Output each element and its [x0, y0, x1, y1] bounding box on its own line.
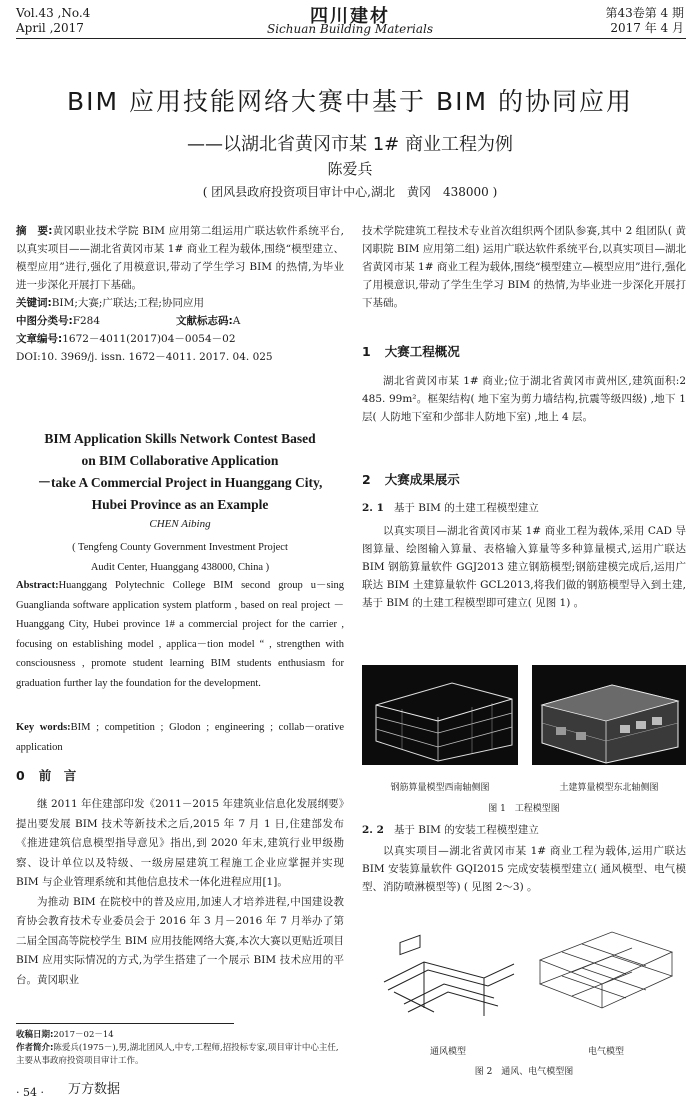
civil-model-drawing: [532, 665, 686, 765]
intro-paragraph-1: 继 2011 年住建部印发《2011－2015 年建筑业信息化发展纲要》提出要发展 BIM 技术等新技术之后,2015 年 7 月 1 日,住建部发布《推进建筑信息模型指导意见》指出,到 2020 年末,建筑行业甲级勘察、设计单位以及特级、一级房屋建筑工程施工企业应掌握并实现 BIM 与企业管理系统和其他信息技术一体化进程应用[1]。: [16, 798, 344, 888]
title-en: BIM Application Skills Network Contest Based on BIM Collaborative Application －take A Commercial Project in Huanggang City, Hubei Province as an Example: [37, 431, 323, 512]
paper-subtitle: ——以湖北省黄冈市某 1# 商业工程为例: [187, 134, 513, 155]
header-rule: [16, 38, 686, 39]
classification-line: 中图分类号:F284 文献标志码:A: [16, 315, 241, 327]
section-2-2-body: 以真实项目—湖北省黄冈市某 1# 商业工程为载体,运用广联达 BIM 安装算量软件 GQI2015 完成安装模型建立( 通风模型、电气模型、消防喷淋模型等) ( 见图 2～3) 。: [362, 845, 686, 893]
footnote: 收稿日期:2017－02－14 作者简介:陈爱兵(1975－),男,湖北团风人,中专,工程师,招投标专家,项目审计中心主任,主要从事政府投资项目审计工作。: [16, 1030, 339, 1066]
figure-1-right-label: 土建算量模型东北轴侧图: [559, 783, 659, 793]
intro-paragraph-2: 为推动 BIM 在院校中的普及应用,加速人才培养进程,中国建设教育协会教育技术专业委员会于 2016 年 3 月－2016 年 7 月举办了第二届全国高等院校学生 BIM 应用技能网络大赛,本次大赛以更贴近项目 BIM 应用实际情况的方式,为学生搭建了一个展示 BIM 技术应用的平台。黄冈职业: [16, 895, 344, 986]
affiliation: ( 团风县政府投资项目审计中心,湖北 黄冈 438000 ): [202, 185, 498, 199]
watermark: 万方数据: [68, 1082, 121, 1097]
intro: [16, 795, 344, 990]
right-col-top: [362, 222, 686, 312]
abstract-en: Abstract:Huanggang Polytechnic College BIM second group u－sing Guanglianda software application system platform , based on real project － Huanggang City, Hubei province 1# a commercial project for the carrier , focusing on establishing model , applica－tion model “ , strengthen with consciousness , promote student learning BIM students enthusiasm for graduation further lay the foundation for the development.: [16, 580, 344, 689]
figure-1-left-label: 钢筋算量模型西南轴侧图: [390, 783, 490, 793]
figure-2-left-image: [374, 912, 522, 1028]
issue-date: April ,2017: [16, 21, 84, 35]
abstract-cn: 摘 要:黄冈职业技术学院 BIM 应用第二组运用广联达软件系统平台,以真实项目——湖北省黄冈市某 1# 商业工程为载体,围绕“模型建立、模型应用”进行,强化了用模意识,带动了学生学习 BIM 的热情,为毕业进一步深化开展打下基础。: [16, 225, 344, 291]
electrical-model-drawing: [532, 912, 680, 1028]
author-name: 陈爱兵: [327, 160, 373, 178]
keywords-en: Key words:BIM ; competition ; Glodon ; engineering ; collab－orative application: [16, 722, 344, 753]
ventilation-model-drawing: [374, 912, 522, 1028]
section-2-1-heading: 2. 1 基于 BIM 的土建工程模型建立: [362, 502, 539, 514]
journal-name-en: Sichuan Building Materials: [267, 22, 433, 36]
author-en: CHEN Aibing: [149, 518, 211, 530]
figure-1-right-image: [532, 665, 686, 765]
section-2-2-heading: 2. 2 基于 BIM 的安装工程模型建立: [362, 824, 539, 836]
section-1-body: 湖北省黄冈市某 1# 商业;位于湖北省黄冈市黄州区,建筑面积:2 485. 99m²。框架结构( 地下室为剪力墙结构,抗震等级四级) ,地下 1 层( 人防地下室和少部非人防地下室) ,地上 4 层。: [362, 375, 686, 423]
section-2-1-body: 以真实项目—湖北省黄冈市某 1# 商业工程为载体,采用 CAD 导图算量、绘图输入算量、表格输入算量等多种算量模式,运用广联达 BIM 钢筋算量软件 GGJ2013 建立钢筋模型;钢筋建模完成后,运用广联达 BIM 土建算量软件 GCL2013,将我们做的钢筋模型导入到土建,基于 BIM 的土建工程模型即可建立( 见图 1) 。: [362, 525, 686, 609]
section-2-heading: 2 大赛成果展示: [362, 472, 460, 487]
section-0-heading: 0 前 言: [16, 768, 77, 783]
section-1-heading: 1 大赛工程概况: [362, 344, 460, 359]
figure-2-right-image: [532, 912, 680, 1028]
left-column: [16, 222, 344, 366]
page-number: · 54 ·: [16, 1086, 44, 1099]
figure-1-left-image: [362, 665, 518, 765]
article-number: 文章编号:1672－4011(2017)04－0054－02: [16, 333, 236, 345]
paper-title: BIM 应用技能网络大赛中基于 BIM 的协同应用: [66, 87, 634, 116]
volume-number: Vol.43 ,No.4: [16, 6, 91, 20]
affiliation-en: ( Tengfeng County Government Investment Project Audit Center, Huanggang 438000, China ): [72, 542, 288, 573]
doi: DOI:10. 3969/j. issn. 1672－4011. 2017. 04. 025: [16, 351, 273, 363]
figure-2-caption: 图 2 通风、电气模型图: [474, 1067, 574, 1077]
keywords-cn: 关键词:BIM;大赛;广联达;工程;协同应用: [16, 297, 204, 309]
figure-1-caption: 图 1 工程模型图: [488, 804, 560, 814]
right-paragraph-1: 技术学院建筑工程技术专业首次组织两个团队参赛,其中 2 组团队( 黄冈职院 BIM 应用第二组) 运用广联达软件系统平台,以真实项目—湖北省黄冈市某 1# 商业工程为载体,围绕“模型建立—模型应用”进行,强化了用模意识,带动了学生生学习 BIM 的热情,为毕业进一步深化开展打下基础。: [362, 225, 686, 309]
volume-number-cn: 第43卷第 4 期: [605, 6, 684, 20]
figure-2-right-label: 电气模型: [587, 1047, 624, 1057]
journal-logo: 四川建材: [310, 6, 390, 27]
figure-2-left-label: 通风模型: [429, 1047, 466, 1057]
footnote-rule: [16, 1023, 234, 1024]
issue-date-cn: 2017 年 4 月: [610, 21, 684, 35]
rebar-model-drawing: [362, 665, 518, 765]
